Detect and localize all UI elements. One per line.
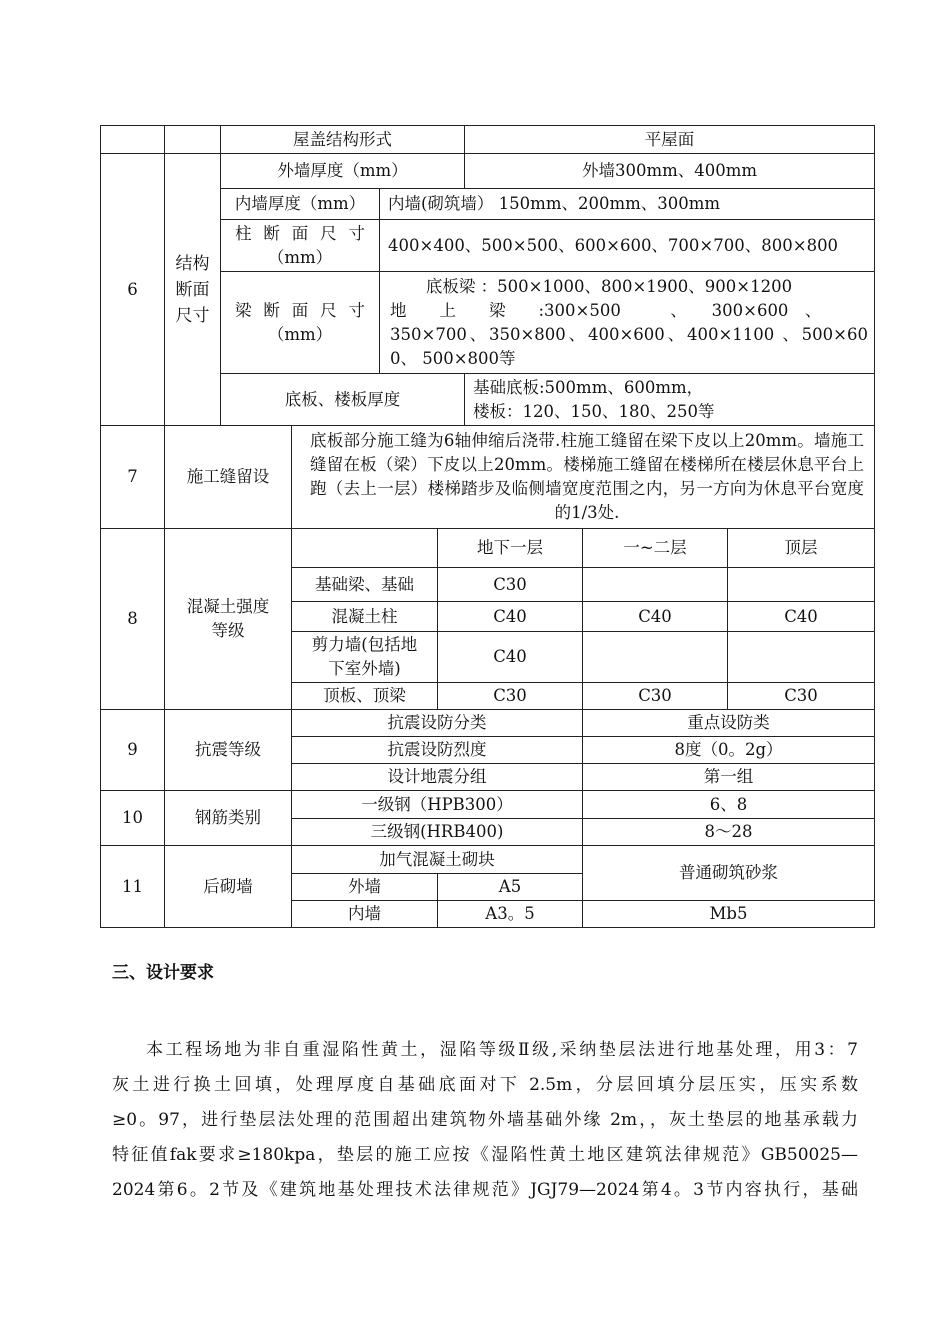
concrete-value: C40 (727, 601, 875, 632)
beam-label-text: 梁断面尺寸（mm） (235, 300, 365, 344)
slab-label: 底板、楼板厚度 (220, 373, 465, 426)
concrete-value (727, 631, 875, 683)
concrete-row-name: 顶板、顶梁 (291, 682, 438, 710)
column-label (220, 219, 380, 272)
concrete-value: C40 (437, 631, 583, 683)
paragraph-line: 特征值fak要求≥180kpa，垫层的施工应按《湿陷性黄土地区建筑法律规范》GB50025— (112, 1145, 858, 1165)
slab-value-line1: 基础底板:500mm、600mm， (473, 377, 704, 397)
concrete-header-f12: 一~二层 (582, 528, 728, 568)
seismic-value: 8度（0。2g） (582, 736, 875, 764)
section-heading: 三、设计要求 (112, 963, 214, 983)
cell-empty (164, 125, 221, 154)
rebar-label: 三级钢(HRB400) (291, 818, 583, 846)
slab-value (464, 373, 875, 426)
row-category: 抗震等级 (164, 709, 292, 791)
paragraph-line: ≥0。97，进行垫层法处理的范围超出建筑物外墙基础外缘 2m，，灰土垫层的地基承载力 (112, 1110, 858, 1130)
concrete-value: C30 (727, 682, 875, 710)
concrete-row-name: 基础梁、基础 (291, 567, 438, 602)
concrete-value (727, 567, 875, 602)
beam-label (220, 271, 380, 374)
roof-value: 平屋面 (464, 125, 875, 154)
inner-wall-value: 内墙(砌筑墙） 150mm、200mm、300mm (379, 188, 875, 220)
inner-wall-type: 内墙 (291, 900, 438, 928)
beam-value-line2: 地 上 梁 :300×500 、 300×600 、 (390, 300, 822, 320)
row-number: 7 (100, 425, 165, 529)
column-label-text: 柱断面尺寸（mm） (235, 223, 365, 267)
inner-wall-label: 内墙厚度（mm） (220, 188, 380, 220)
construction-joint-content: 底板部分施工缝为6轴伸缩后浇带.柱施工缝留在梁下皮以上20mm。墙施工缝留在板（梁）下皮以上20mm。楼梯施工缝留在楼梯所在楼层休息平台上跑（去上一层）楼梯踏步及临侧墙宽度范围之内，另一方向为休息平台宽度的1/3处. (310, 431, 864, 522)
cell-empty (100, 125, 165, 154)
inner-wall-mortar: Mb5 (582, 900, 875, 928)
beam-value-line1: 底板梁 ：500×1000、800×1900、900×1200 (425, 276, 793, 296)
outer-wall-value: 外墙300mm、400mm (464, 153, 875, 189)
paragraph-line: 灰土进行换土回填，处理厚度自基础底面对下 2.5m，分层回填分层压实，压实系数 (112, 1075, 858, 1095)
concrete-value (582, 567, 728, 602)
outer-wall-type: 外墙 (291, 873, 438, 901)
row-category: 混凝土强度 等级 (164, 528, 292, 710)
row-category: 结构 断面 尺寸 (164, 153, 221, 426)
concrete-value: C40 (582, 601, 728, 632)
row-category: 后砌墙 (164, 845, 292, 928)
row-number: 9 (100, 709, 165, 791)
paragraph-line: 2024第6。2节及《建筑地基处理技术法律规范》JGJ79—2024第4。3节内容执行，基础 (112, 1180, 858, 1200)
concrete-row-name: 剪力墙(包括地 下室外墙) (291, 631, 438, 683)
seismic-value: 重点设防类 (582, 709, 875, 737)
row-number: 6 (100, 153, 165, 426)
seismic-label: 设计地震分组 (291, 763, 583, 791)
paragraph-line: 本工程场地为非自重湿陷性黄土，湿陷等级Ⅱ级,采纳垫层法进行地基处理，用3：7 (146, 1040, 858, 1060)
slab-value-line2: 楼板：120、150、180、250等 (473, 401, 715, 421)
seismic-value: 第一组 (582, 763, 875, 791)
row-category: 施工缝留设 (164, 425, 292, 529)
block-label: 加气混凝土砌块 (291, 845, 583, 874)
outer-wall-label: 外墙厚度（mm） (220, 153, 465, 189)
column-value: 400×400、500×500、600×600、700×700、800×800 (379, 219, 875, 272)
concrete-row-name: 混凝土柱 (291, 601, 438, 632)
concrete-value: C30 (437, 567, 583, 602)
row-category: 钢筋类别 (164, 790, 292, 846)
rebar-label: 一级钢（HPB300） (291, 790, 583, 819)
design-requirements-paragraph (112, 1033, 858, 1208)
rebar-value: 6、8 (582, 790, 875, 819)
beam-value-line3: 350×700、350×800、400×600、400×1100 、500×600、 500×800等 (390, 324, 868, 368)
outer-wall-block: A5 (437, 873, 583, 901)
concrete-header-b1: 地下一层 (437, 528, 583, 568)
concrete-value: C30 (437, 682, 583, 710)
concrete-value: C40 (437, 601, 583, 632)
concrete-value: C30 (582, 682, 728, 710)
beam-value (379, 271, 875, 374)
row-number: 11 (100, 845, 165, 928)
roof-label: 屋盖结构形式 (220, 125, 465, 154)
rebar-value: 8～28 (582, 818, 875, 846)
mortar-label: 普通砌筑砂浆 (582, 845, 875, 901)
construction-joint-text (291, 425, 875, 529)
seismic-label: 抗震设防烈度 (291, 736, 583, 764)
concrete-header-empty (291, 528, 438, 568)
inner-wall-block: A3。5 (437, 900, 583, 928)
seismic-label: 抗震设防分类 (291, 709, 583, 737)
concrete-header-top: 顶层 (727, 528, 875, 568)
concrete-value (582, 631, 728, 683)
row-number: 8 (100, 528, 165, 710)
row-number: 10 (100, 790, 165, 846)
